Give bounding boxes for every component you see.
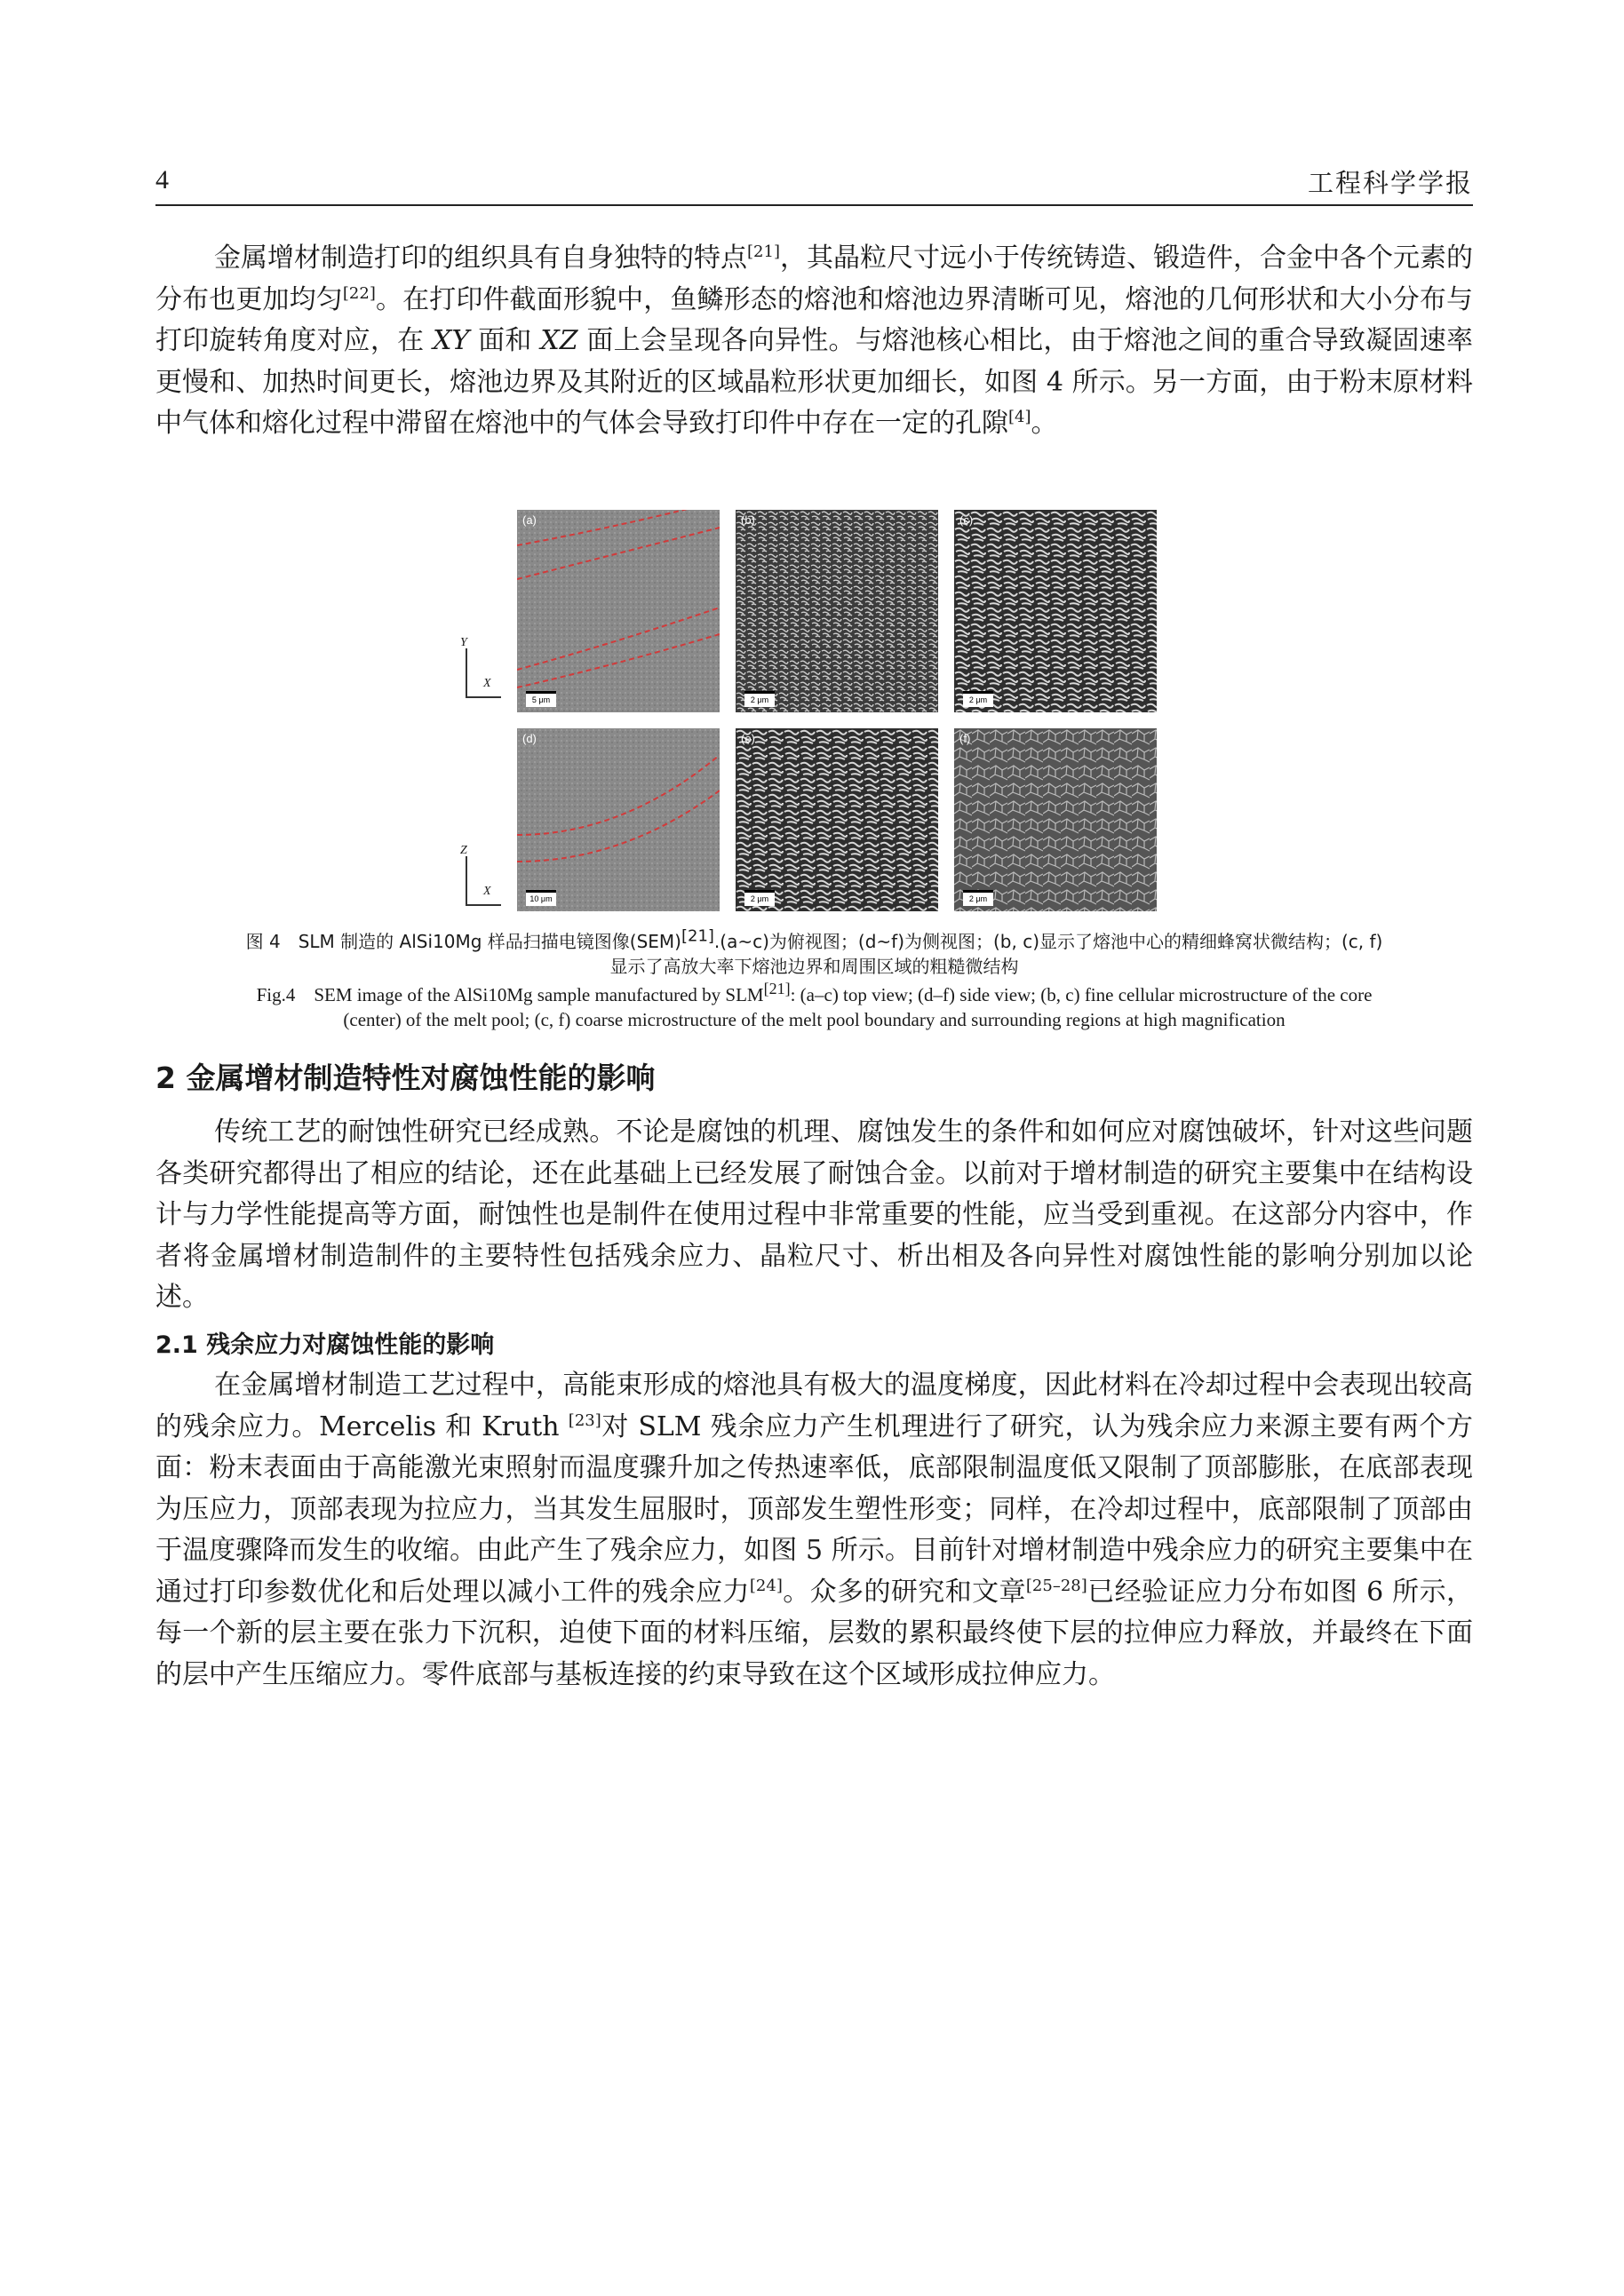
sem-panel-b: (b) 2 μm [736, 510, 938, 712]
sem-panel-c: (c) 2 μm [954, 510, 1157, 712]
paragraph-microstructure: 金属增材制造打印的组织具有自身独特的特点[21]，其晶粒尺寸远小于传统铸造、锻造件，合金中各个元素的分布也更加均匀[22]。在打印件截面形貌中，鱼鳞形态的熔池和熔池边界清晰可见，熔池的几何形状和大小分布与打印旋转角度对应，在 XY 面和 XZ 面上会呈现各向异性。与熔池核心相比，由于熔池之间的重合导致凝固速率更慢和、加热时间更长，熔池边界及其附近的区域晶粒形状更加细长，如图 4 所示。另一方面，由于粉末原材料中气体和熔化过程中滞留在熔池中的气体会导致打印件中存在一定的孔隙[4]。 [155, 242, 1474, 439]
sem-image-f [954, 728, 1157, 911]
sem-panel-f: (f) 2 μm [954, 728, 1157, 911]
page-number: 4 [155, 165, 169, 195]
citation: [21] [747, 242, 780, 261]
citation: [4] [1008, 408, 1031, 426]
figure-caption-cn: 图 4 SLM 制造的 AlSi10Mg 样品扫描电镜图像(SEM)[21].(a~c)为俯视图；(d~f)为侧视图；(b, c)显示了熔池中心的精细蜂窝状微结构；(c, f) 显示了高放大率下熔池边界和周围区域的粗糙微结构 [245, 926, 1383, 977]
citation: [24] [749, 1576, 783, 1595]
page-header [155, 162, 1473, 201]
citation: [23] [568, 1410, 601, 1430]
paragraph-section-2: 传统工艺的耐蚀性研究已经成熟。不论是腐蚀的机理、腐蚀发生的条件和如何应对腐蚀破坏，针对这些问题各类研究都得出了相应的结论，还在此基础上已经发展了耐蚀合金。以前对于增材制造的研究主要集中在结构设计与力学性能提高等方面，耐蚀性也是制件在使用过程中非常重要的性能，应当受到重视。在这部分内容中，作者将金属增材制造制件的主要特性包括残余应力、晶粒尺寸、析出相及各向异性对腐蚀性能的影响分别加以论述。 [155, 1116, 1473, 1313]
sem-image-e [736, 728, 938, 911]
sem-panel-a: (a) 5 μm [517, 510, 720, 712]
sem-image-a [517, 510, 720, 712]
sem-panel-e: (e) 2 μm [736, 728, 938, 911]
sem-panel-d: (d) 10 μm [517, 728, 720, 931]
header-rule [155, 204, 1473, 206]
xz-axis-indicator: Z X [458, 844, 508, 915]
figure-4-sem-images [460, 510, 1157, 911]
paragraph-residual-stress: 在金属增材制造工艺过程中，高能束形成的熔池具有极大的温度梯度，因此材料在冷却过程中会表现出较高的残余应力。Mercelis 和 Kruth [23]对 SLM 残余应力产生机理进行了研究，认为残余应力来源主要有两个方面：粉末表面由于高能激光束照射而温度骤升加之传热速率低，底部限制温度低又限制了顶部膨胀，在底部表现为压应力，顶部表现为拉应力，当其发生屈服时，顶部发生塑性形变；同样，在冷却过程中，底部限制了顶部由于温度骤降而发生的收缩。由此产生了残余应力，如图 5 所示。目前针对增材制造中残余应力的研究主要集中在通过打印参数优化和后处理以减小工件的残余应力[24]。众多的研究和文章[25–28]已经验证应力分布如图 6 所示，每一个新的层主要在张力下沉积，迫使下面的材料压缩，层数的累积最终使下层的拉伸应力释放，并最终在下面的层中产生压缩应力。零件底部与基板连接的约束导致在这个区域形成拉伸应力。 [155, 1370, 1474, 1690]
figure-caption-en: Fig.4 SEM image of the AlSi10Mg sample manufactured by SLM[21]: (a–c) top view; (d–f) side view; (b, c) fine cellular microstructure of the core (center) of the melt pool; (c, f) coarse microstructure of the melt pool boundary and surrounding regions at high magnification [256, 980, 1373, 1030]
sem-image-b [736, 510, 938, 712]
section-2-heading: 2 金属增材制造特性对腐蚀性能的影响 [155, 1061, 656, 1095]
xy-axis-indicator: Y X [458, 636, 508, 707]
sem-image-c [954, 510, 1157, 712]
journal-title: 工程科学学报 [1307, 168, 1473, 198]
section-2-1-heading: 2.1 残余应力对腐蚀性能的影响 [155, 1331, 495, 1359]
citation: [25–28] [1025, 1576, 1087, 1595]
sem-image-d [517, 728, 720, 911]
citation: [22] [342, 283, 376, 303]
